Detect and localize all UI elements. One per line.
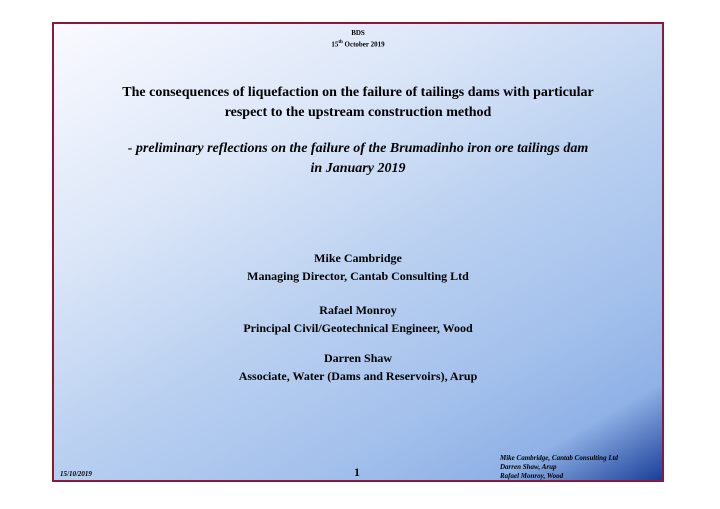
presenter-2-name: Rafael Monroy: [319, 303, 397, 317]
footer-date: 15/10/2019: [60, 470, 92, 478]
page-number: 1: [354, 465, 360, 479]
credit-line-1: Mike Cambridge, Cantab Consulting Ltd: [500, 454, 619, 462]
title-line-1: The consequences of liquefaction on the failure of tailings dams with particular: [122, 85, 594, 100]
title-line-2: respect to the upstream construction method: [224, 105, 492, 120]
presenter-1-name: Mike Cambridge: [314, 251, 402, 265]
footer-credits: [500, 454, 618, 481]
subtitle-line-2: in January 2019: [310, 161, 406, 176]
header-org: BDS: [351, 29, 365, 37]
presenter-3-role: Associate, Water (Dams and Reservoirs), Arup: [238, 369, 478, 383]
presenter-1-role: Managing Director, Cantab Consulting Ltd: [247, 269, 469, 283]
presenter-3-name: Darren Shaw: [323, 351, 393, 365]
subtitle-line-1: - preliminary reflections on the failure of the Brumadinho iron ore tailings dam: [127, 141, 589, 156]
credit-line-3: Rafael Monroy, Wood: [500, 472, 564, 480]
header-date: 15th October 2019: [331, 40, 385, 49]
presenter-2-role: Principal Civil/Geotechnical Engineer, Wood: [243, 321, 473, 335]
slide: [52, 22, 664, 482]
credit-line-2: Darren Shaw, Arup: [500, 463, 557, 471]
